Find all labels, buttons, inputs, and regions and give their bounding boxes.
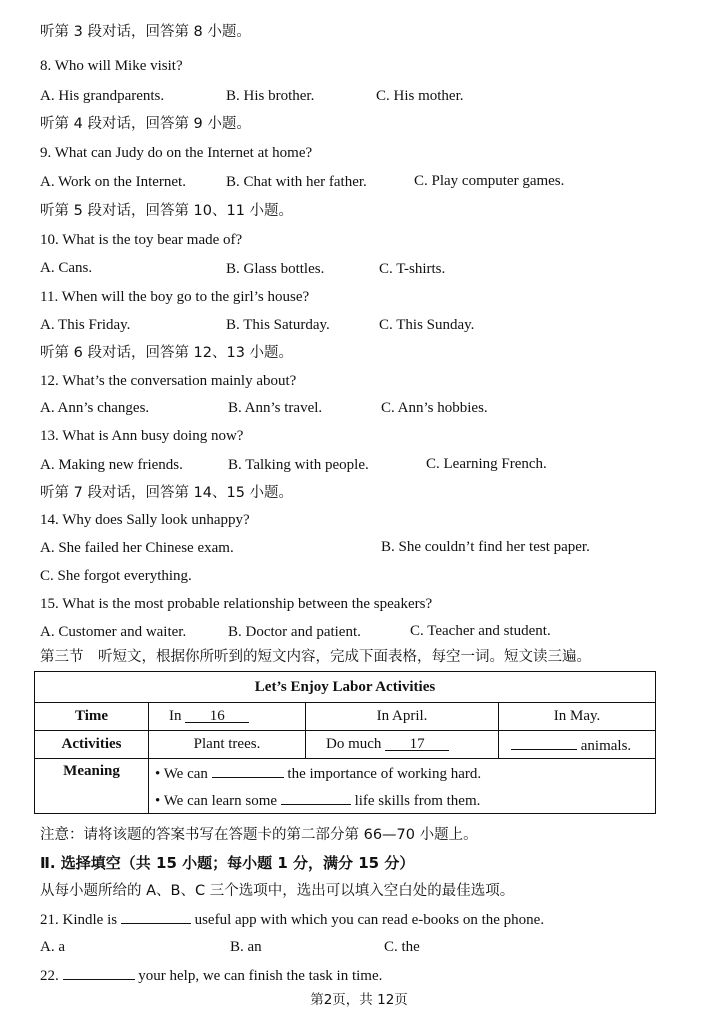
- q21-suffix: useful app with which you can read e-books on the phone.: [194, 912, 545, 928]
- option-b: B. Doctor and patient.: [228, 624, 361, 640]
- part2-heading: Ⅱ. 选择填空（共 15 小题；每小题 1 分，满分 15 分）: [40, 854, 415, 872]
- activities-label: Activities: [35, 731, 149, 759]
- table-title: Let’s Enjoy Labor Activities: [35, 672, 656, 703]
- option-a: A. She failed her Chinese exam.: [40, 540, 234, 556]
- question-stem: [40, 909, 544, 930]
- option-a: A. His grandparents.: [40, 88, 165, 104]
- question-stem: 11. When will the boy go to the girl’s house?: [40, 289, 310, 305]
- option-b: B. Ann’s travel.: [228, 400, 323, 416]
- meaning-2-prefix: • We can learn some: [155, 792, 278, 809]
- activity-2-prefix: Do much: [326, 736, 382, 752]
- question-stem: 14. Why does Sally look unhappy?: [40, 512, 250, 528]
- table-row: [35, 759, 656, 787]
- option-c: C. She forgot everything.: [40, 568, 192, 584]
- question-stem: [40, 965, 382, 986]
- option-b: B. Glass bottles.: [226, 261, 325, 277]
- option-c: C. T-shirts.: [379, 261, 446, 277]
- blank-number: 17: [409, 736, 425, 752]
- option-c: C. Learning French.: [426, 456, 547, 472]
- page-footer: 第2页，共 12页: [310, 992, 408, 1008]
- option-b: B. His brother.: [226, 88, 315, 104]
- question-stem: 10. What is the toy bear made of?: [40, 232, 243, 248]
- labor-activities-table: [34, 671, 656, 814]
- question-stem: 13. What is Ann busy doing now?: [40, 428, 244, 444]
- answer-blank: [121, 909, 191, 924]
- option-b: B. Talking with people.: [228, 457, 369, 473]
- time-cell-1: [149, 703, 306, 731]
- activity-cell-1: Plant trees.: [149, 731, 306, 759]
- time-1-prefix: In: [169, 708, 182, 724]
- answer-blank-17: [385, 736, 449, 751]
- part2-instruction: 从每小题所给的 A、B、C 三个选项中，选出可以填入空白处的最佳选项。: [40, 883, 515, 899]
- option-c: C. His mother.: [376, 88, 464, 104]
- table-row: [35, 731, 656, 759]
- option-c: C. Ann’s hobbies.: [381, 400, 488, 416]
- section-instruction: 听第 7 段对话，回答第 14、15 小题。: [40, 485, 294, 501]
- option-b: B. She couldn’t find her test paper.: [381, 539, 590, 555]
- meaning-1-prefix: • We can: [155, 765, 208, 782]
- option-b: B. an: [230, 939, 262, 955]
- blank-number: 16: [209, 708, 225, 724]
- section-instruction: 听第 3 段对话，回答第 8 小题。: [40, 24, 251, 40]
- answer-blank-20: [281, 790, 351, 805]
- option-a: A. Work on the Internet.: [40, 174, 186, 190]
- option-c: C. Play computer games.: [414, 173, 565, 189]
- meaning-cell-1: [149, 759, 656, 787]
- question-stem: 9. What can Judy do on the Internet at home?: [40, 145, 313, 161]
- answer-blank-19: [212, 763, 284, 778]
- meaning-cell-2: [149, 786, 656, 814]
- option-b: B. This Saturday.: [226, 317, 330, 333]
- part3-heading: 第三节 听短文，根据你所听到的短文内容，完成下面表格，每空一词。短文读三遍。: [40, 649, 591, 665]
- time-label: Time: [35, 703, 149, 731]
- q22-suffix: your help, we can finish the task in time.: [138, 968, 383, 984]
- option-c: C. This Sunday.: [379, 317, 475, 333]
- option-a: A. Customer and waiter.: [40, 624, 187, 640]
- option-c: C. the: [384, 939, 420, 955]
- table-row: [35, 703, 656, 731]
- option-a: A. a: [40, 939, 65, 955]
- answer-blank-16: [185, 708, 249, 723]
- question-stem: 15. What is the most probable relationship between the speakers?: [40, 596, 433, 612]
- answer-blank: [63, 965, 135, 980]
- answer-sheet-note: 注意：请将该题的答案书写在答题卡的第二部分第 66—70 小题上。: [40, 827, 478, 843]
- answer-blank-18: [511, 735, 577, 750]
- option-a: A. Ann’s changes.: [40, 400, 150, 416]
- meaning-1-suffix: the importance of working hard.: [287, 765, 482, 782]
- option-b: B. Chat with her father.: [226, 174, 367, 190]
- section-instruction: 听第 4 段对话，回答第 9 小题。: [40, 116, 251, 132]
- option-a: A. Making new friends.: [40, 457, 183, 473]
- option-a: A. This Friday.: [40, 317, 131, 333]
- question-stem: 8. Who will Mike visit?: [40, 58, 183, 74]
- meaning-label: Meaning: [35, 759, 149, 814]
- meaning-2-suffix: life skills from them.: [354, 792, 481, 809]
- section-instruction: 听第 5 段对话，回答第 10、11 小题。: [40, 203, 294, 219]
- q21-prefix: 21. Kindle is: [40, 912, 118, 928]
- activity-cell-3: [499, 731, 656, 759]
- activity-cell-2: [306, 731, 499, 759]
- option-c: C. Teacher and student.: [410, 623, 551, 639]
- activity-3-suffix: animals.: [580, 737, 632, 754]
- time-cell-3: In May.: [499, 703, 656, 731]
- section-instruction: 听第 6 段对话，回答第 12、13 小题。: [40, 345, 294, 361]
- time-cell-2: In April.: [306, 703, 499, 731]
- question-stem: 12. What’s the conversation mainly about?: [40, 373, 297, 389]
- q22-prefix: 22.: [40, 968, 59, 984]
- option-a: A. Cans.: [40, 260, 93, 276]
